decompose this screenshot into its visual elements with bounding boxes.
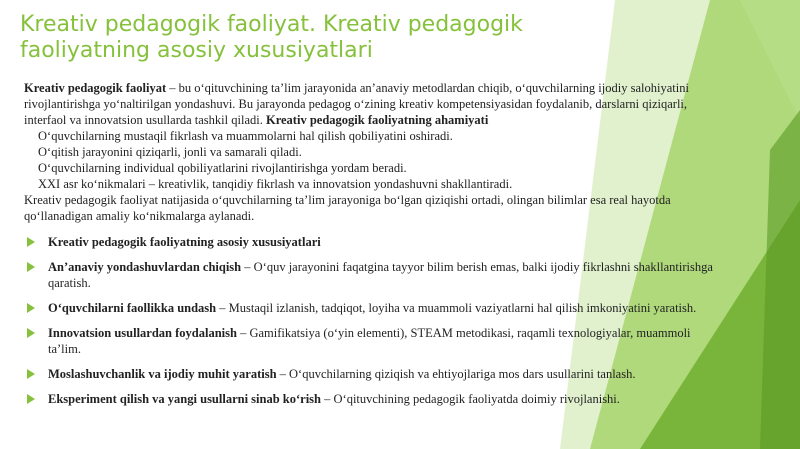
bullet-arrow-icon bbox=[27, 262, 35, 272]
slide-body bbox=[24, 80, 716, 416]
feature-list bbox=[24, 234, 716, 407]
list-item bbox=[24, 234, 716, 250]
slide-title: Kreativ pedagogik faoliyat. Kreativ pedagogik faoliyatning asosiy xususiyatlari bbox=[20, 12, 523, 63]
list-item-text: – O‘quv jarayonini faqatgina tayyor bilim berish emas, balki ijodiy fikrlashni shakllantirishga qaratish. bbox=[48, 260, 713, 290]
importance-heading: Kreativ pedagogik faoliyatning ahamiyati bbox=[265, 113, 489, 127]
list-item-text: – Mustaqil izlanish, tadqiqot, loyiha va muammoli vaziyatlarni hal qilish imkoniyatini yaratish. bbox=[216, 301, 697, 315]
intro-term: Kreativ pedagogik faoliyat bbox=[24, 81, 167, 95]
bullet-arrow-icon bbox=[27, 369, 35, 379]
list-item-term: Moslashuvchanlik va ijodiy muhit yaratish bbox=[48, 367, 277, 381]
list-item bbox=[24, 325, 716, 357]
list-item-text: – O‘quvchilarning qiziqish va ehtiyojlariga mos dars usullarini tanlash. bbox=[276, 367, 636, 381]
list-item bbox=[24, 259, 716, 291]
intro-definition: – bu o‘qituvchining ta’lim jarayonida an’anaviy metodlardan chiqib, o‘quvchilarning ijodiy salohiyatini rivojlantirishga yo‘naltirilgan yondashuvi. Bu jarayonda pedagog o‘zining kreativ kompetensiyasidan foydalanib, darslarni qiziqarli, interfaol va innovatsion usullarda tashkil qiladi. bbox=[24, 81, 689, 127]
list-item-term: Innovatsion usullardan foydalanish bbox=[48, 326, 237, 340]
list-item-text: – O‘qituvchining pedagogik faoliyatda doimiy rivojlanishi. bbox=[321, 392, 620, 406]
bullet-arrow-icon bbox=[27, 237, 35, 247]
list-item-term: Kreativ pedagogik faoliyatning asosiy xususiyatlari bbox=[48, 235, 321, 249]
list-item bbox=[24, 366, 716, 382]
list-item-text: – Gamifikatsiya (o‘yin elementi), STEAM metodikasi, raqamli texnologiyalar, muammoli ta’lim. bbox=[48, 326, 691, 356]
list-item-term: An’anaviy yondashuvlardan chiqish bbox=[48, 260, 242, 274]
list-item-term: O‘quvchilarni faollikka undash bbox=[48, 301, 217, 315]
bullet-arrow-icon bbox=[27, 303, 35, 313]
importance-point: O‘quvchilarning individual qobiliyatlarini rivojlantirishga yordam beradi. bbox=[38, 161, 407, 175]
conclusion-paragraph: Kreativ pedagogik faoliyat natijasida o‘quvchilarning ta’lim jarayoniga bo‘lgan qiziqishi ortadi, olingan bilimlar esa real hayotda qo‘llanadigan amaliy ko‘nikmalarga aylanadi. bbox=[24, 193, 671, 223]
importance-point: O‘quvchilarning mustaqil fikrlash va muammolarni hal qilish qobiliyatini oshiradi. bbox=[38, 129, 453, 143]
bullet-arrow-icon bbox=[27, 394, 35, 404]
list-item bbox=[24, 391, 716, 407]
importance-point: O‘qitish jarayonini qiziqarli, jonli va samarali qiladi. bbox=[38, 145, 302, 159]
bullet-arrow-icon bbox=[27, 328, 35, 338]
intro-paragraph bbox=[24, 80, 716, 128]
list-item bbox=[24, 300, 716, 316]
list-item-term: Eksperiment qilish va yangi usullarni sinab ko‘rish bbox=[48, 392, 321, 406]
importance-point: XXI asr ko‘nikmalari – kreativlik, tanqidiy fikrlash va innovatsion yondashuvni shakllantiradi. bbox=[38, 177, 513, 191]
